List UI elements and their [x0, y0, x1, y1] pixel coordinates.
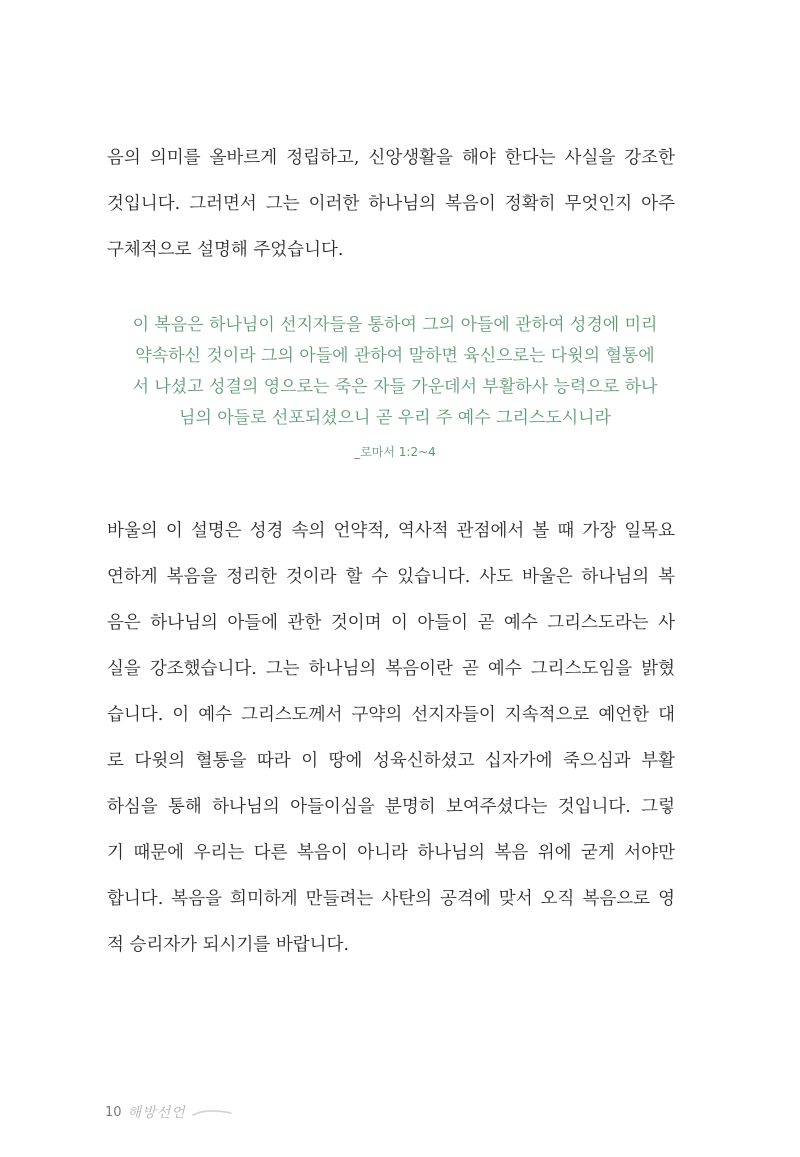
text-line: 로 다윗의 혈통을 따라 이 땅에 성육신하셨고 십자가에 죽으심과 부활: [107, 751, 675, 771]
text-line: 기 때문에 우리는 다른 복음이 아니라 하나님의 복음 위에 굳게 서야만: [107, 843, 675, 863]
page-footer: [105, 1100, 232, 1124]
text-line: 적 승리자가 되시기를 바랍니다.: [107, 935, 350, 955]
quote-line: 서 나셨고 성결의 영으로는 죽은 자들 가운데서 부활하사 능력으로 하나: [132, 377, 658, 397]
text-line: 구체적으로 설명해 주었습니다.: [107, 240, 344, 260]
quote-line: 이 복음은 하나님이 선지자들을 통하여 그의 아들에 관하여 성경에 미리: [132, 315, 658, 335]
swoosh-icon: [192, 1103, 232, 1122]
page-number: 10: [105, 1104, 122, 1120]
text-line: 연하게 복음을 정리한 것이라 할 수 있습니다. 사도 바울은 하나님의 복: [107, 567, 675, 587]
intro-paragraph: [107, 145, 675, 283]
text-line: 습니다. 이 예수 그리스도께서 구약의 선지자들이 지속적으로 예언한 대: [107, 705, 675, 725]
text-line: 것입니다. 그러면서 그는 이러한 하나님의 복음이 정확히 무엇인지 아주: [107, 194, 675, 214]
text-line: 바울의 이 설명은 성경 속의 언약적, 역사적 관점에서 볼 때 가장 일목요: [107, 521, 675, 541]
text-line: 음은 하나님의 아들에 관한 것이며 이 아들이 곧 예수 그리스도라는 사: [107, 613, 675, 633]
text-line: 실을 강조했습니다. 그는 하나님의 복음이란 곧 예수 그리스도임을 밝혔: [107, 659, 675, 679]
footer-logo: 해방선언: [127, 1105, 186, 1121]
body-paragraph: [107, 518, 675, 978]
text-line: 합니다. 복음을 희미하게 만들려는 사탄의 공격에 맞서 오직 복음으로 영: [107, 889, 675, 909]
text-line: 음의 의미를 올바르게 정립하고, 신앙생활을 해야 한다는 사실을 강조한: [107, 148, 675, 168]
scripture-quote: [100, 314, 690, 460]
quote-line: 님의 아들로 선포되셨으니 곧 우리 주 예수 그리스도시니라: [179, 408, 611, 428]
quote-source: _로마서 1:2~4: [354, 445, 436, 459]
quote-line: 약속하신 것이라 그의 아들에 관하여 말하면 육신으로는 다윗의 혈통에: [135, 346, 655, 366]
text-line: 하심을 통해 하나님의 아들이심을 분명히 보여주셨다는 것입니다. 그렇: [107, 797, 675, 817]
